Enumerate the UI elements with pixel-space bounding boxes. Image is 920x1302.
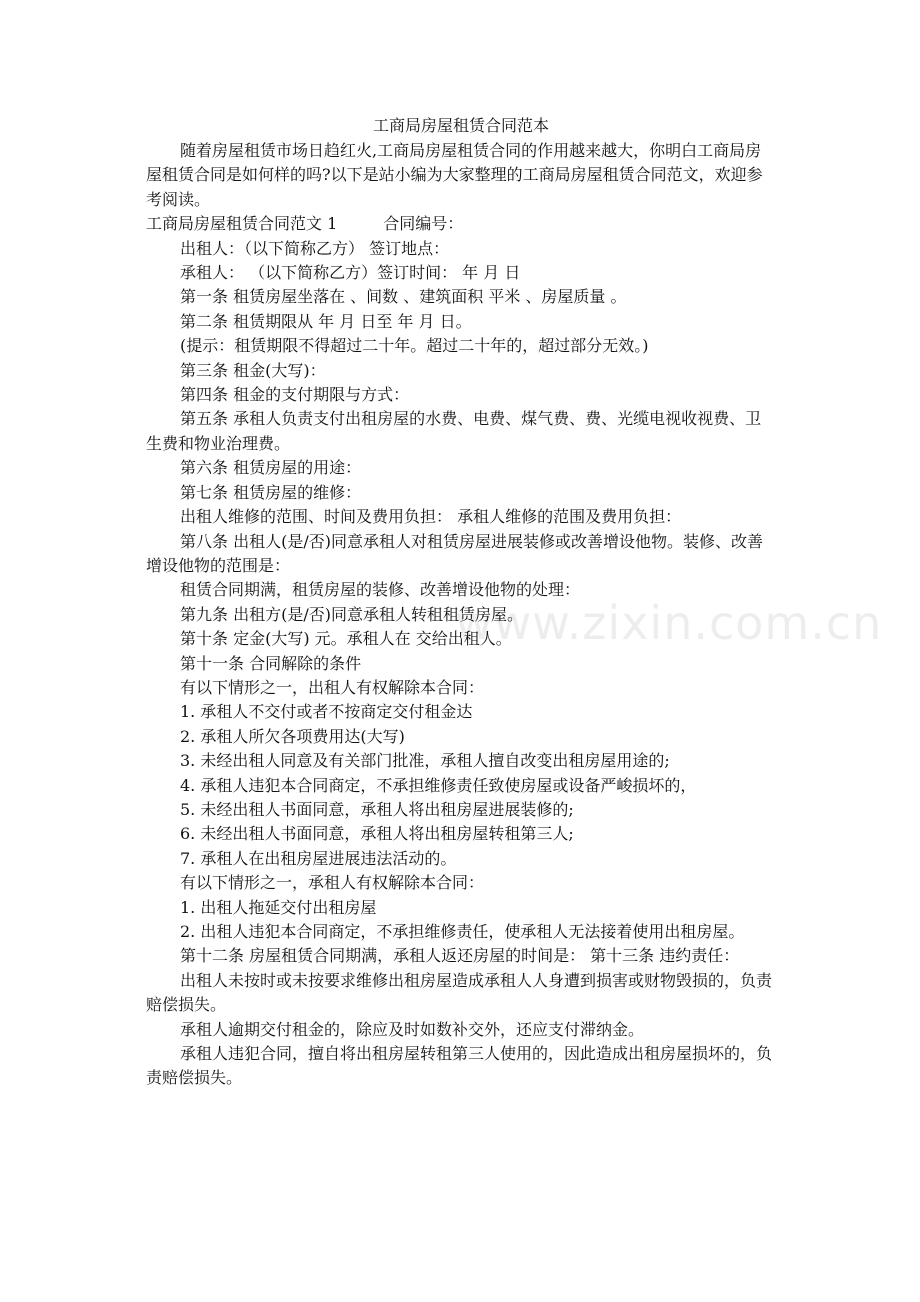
document-title: 工商局房屋租赁合同范本 [372, 116, 549, 135]
document-body [146, 113, 776, 1091]
clause-line: 第十一条 合同解除的条件 [180, 653, 362, 673]
clause-line: 第九条 出租方(是/否)同意承租人转租租赁房屋。 [180, 604, 523, 624]
clause-line: 承租人逾期交付租金的，除应及时如数补交外，还应支付滞纳金。 [180, 1019, 645, 1039]
clause-line: 7. 承租人在出租房屋进展违法活动的。 [180, 848, 457, 868]
clause-line: 有以下情形之一，承租人有权解除本合同： [180, 873, 485, 893]
clause-line: 第七条 租赁房屋的维修： [180, 482, 362, 502]
clause-line: 4. 承租人违犯本合同商定，不承担维修责任致使房屋或设备严峻损坏的， [180, 775, 697, 795]
clause-line: 第一条 租赁房屋坐落在 、间数 、建筑面积 平米 、房屋质量 。 [180, 287, 627, 307]
clause-line: 出租人维修的范围、时间及费用负担： 承租人维修的范围及费用负担： [180, 507, 682, 527]
clause-line: 第四条 租金的支付期限与方式： [180, 385, 410, 405]
clause-line: 租赁合同期满，租赁房屋的装修、改善增设他物的处理： [180, 580, 581, 600]
clause-line: 1. 承租人不交付或者不按商定交付租金达 [180, 702, 473, 722]
clause-line: 第十条 定金(大写) 元。承租人在 交给出租人。 [180, 629, 512, 649]
clause-line: (提示：租赁期限不得超过二十年。超过二十年的，超过部分无效。) [180, 336, 649, 356]
clause-line: 出租人：（以下简称乙方） 签订地点： [180, 238, 450, 258]
clause-line: 承租人： （以下简称乙方）签订时间： 年 月 日 [180, 263, 521, 283]
clause-line: 3. 未经出租人同意及有关部门批准，承租人擅自改变出租房屋用途的; [180, 751, 670, 771]
clause-line: 第六条 租赁房屋的用途： [180, 458, 362, 478]
clause-line: 6. 未经出租人书面同意，承租人将出租房屋转租第三人; [180, 824, 574, 844]
subtitle-line [146, 212, 776, 236]
clause-line: 5. 未经出租人书面同意，承租人将出租房屋进展装修的; [180, 799, 574, 819]
clause-line: 承租人违犯合同，擅自将出租房屋转租第三人使用的，因此造成出租房屋损坏的，负责赔偿损失。 [146, 1044, 773, 1088]
subtitle: 工商局房屋租赁合同范文 1 [146, 214, 338, 234]
clause-line: 第五条 承租人负责支付出租房屋的水费、电费、煤气费、费、光缆电视收视费、卫生费和物业治理费。 [146, 409, 762, 453]
clause-line: 出租人未按时或未按要求维修出租房屋造成承租人人身遭到损害或财物毁损的，负责赔偿损失。 [146, 970, 773, 1015]
contract-number-label: 合同编号： [383, 214, 464, 234]
clause-line: 第三条 租金(大写)： [180, 360, 326, 380]
clause-line: 第十二条 房屋租赁合同期满，承租人返还房屋的时间是： 第十三条 违约责任： [180, 946, 740, 966]
clause-line: 有以下情形之一，出租人有权解除本合同： [180, 677, 485, 697]
clause-line: 第二条 租赁期限从 年 月 日至 年 月 日。 [180, 311, 472, 331]
clause-line: 第八条 出租人(是/否)同意承租人对租赁房屋进展装修或改善增设他物。装修、改善增设他物的范围是： [146, 531, 763, 575]
clause-line: 1. 出租人拖延交付出租房屋 [180, 897, 377, 917]
clause-line: 2. 出租人违犯本合同商定，不承担维修责任，使承租人无法接着使用出租房屋。 [180, 922, 745, 941]
watermark-text: www.zixin.com.cn [455, 596, 883, 650]
clause-line: 2. 承租人所欠各项费用达(大写) [180, 726, 405, 746]
intro-paragraph: 随着房屋租赁市场日趋红火,工商局房屋租赁合同的作用越来越大，你明白工商局房屋租赁合同是如何样的吗?以下是站小编为大家整理的工商局房屋租赁合同范文，欢迎参考阅读。 [146, 141, 763, 209]
